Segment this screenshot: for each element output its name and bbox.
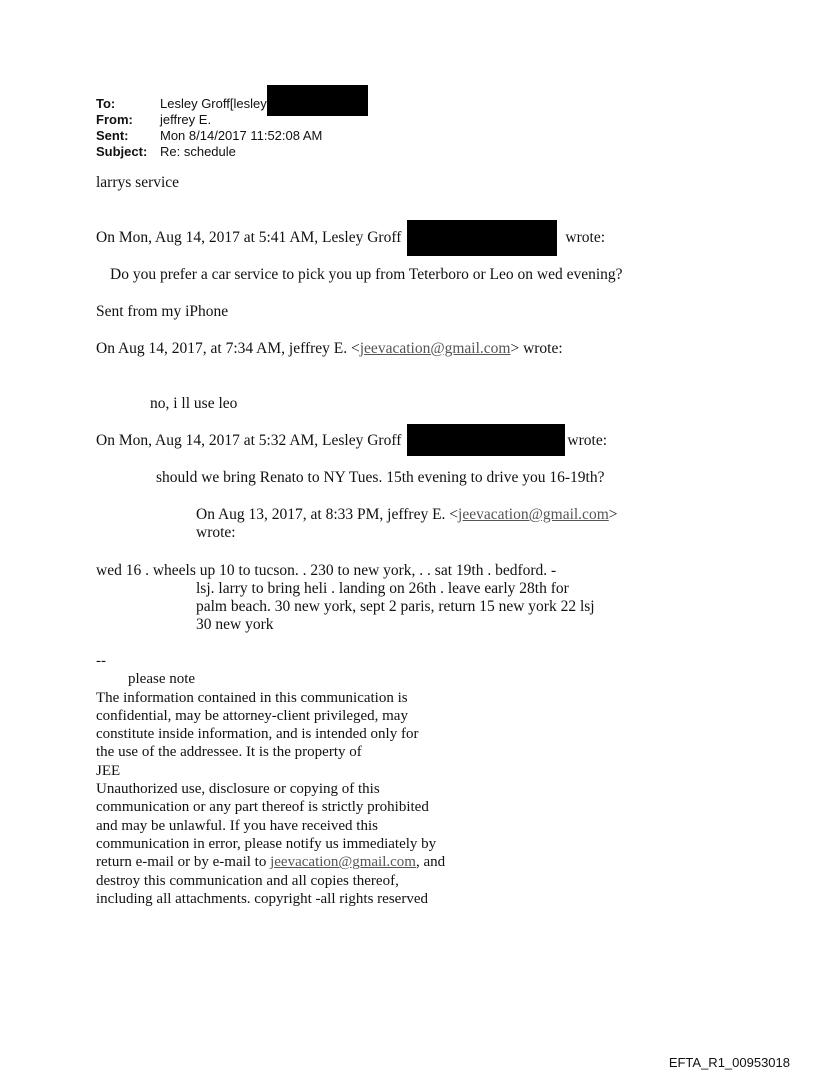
disclaimer-line: JEE bbox=[96, 762, 121, 779]
quote4-close: > bbox=[608, 506, 618, 523]
email-header bbox=[96, 96, 368, 160]
to-value: Lesley Groff[lesley bbox=[160, 96, 267, 111]
disclaimer-note: please note bbox=[128, 671, 196, 688]
quote2-wrote: > wrote: bbox=[510, 340, 563, 357]
schedule-line-1: wed 16 . wheels up 10 to tucson. . 230 to new york, . . sat 19th . bedford. - bbox=[96, 562, 557, 579]
disclaimer-line: constitute inside information, and is intended only for bbox=[96, 726, 419, 743]
quote4-email-link[interactable]: jeevacation@gmail.com bbox=[458, 506, 609, 523]
quote2-email-link[interactable]: jeevacation@gmail.com bbox=[359, 340, 511, 357]
from-value: jeffrey E. bbox=[160, 112, 212, 127]
disclaimer bbox=[96, 652, 445, 908]
signature-separator: -- bbox=[96, 653, 106, 669]
redaction-box bbox=[407, 220, 557, 256]
disclaimer-line: the use of the addressee. It is the property of bbox=[96, 744, 362, 761]
quote3-attribution-text: On Mon, Aug 14, 2017 at 5:32 AM, Lesley Groff bbox=[96, 432, 402, 449]
to-row bbox=[96, 96, 368, 112]
subject-label: Subject: bbox=[96, 144, 148, 159]
disclaimer-line bbox=[96, 853, 445, 871]
disclaimer-text: return e-mail or by e-mail to bbox=[96, 854, 271, 871]
redaction-box bbox=[267, 85, 368, 116]
quote3-wrote: wrote: bbox=[567, 432, 608, 449]
sent-label: Sent: bbox=[96, 128, 129, 143]
quote3-text: should we bring Renato to NY Tues. 15th evening to drive you 16-19th? bbox=[156, 469, 605, 486]
subject-row bbox=[96, 144, 368, 160]
reply-text: larrys service bbox=[96, 174, 180, 191]
quote4-attribution bbox=[196, 506, 618, 524]
quote1-attribution-text: On Mon, Aug 14, 2017 at 5:41 AM, Lesley Groff bbox=[96, 229, 402, 246]
disclaimer-text: , and bbox=[415, 854, 446, 871]
schedule-line-4: 30 new york bbox=[196, 616, 274, 633]
quote2-text: no, i ll use leo bbox=[150, 395, 238, 412]
disclaimer-line: communication in error, please notify us immediately by bbox=[96, 835, 437, 852]
sent-row bbox=[96, 128, 368, 144]
disclaimer-line: Unauthorized use, disclosure or copying of this bbox=[96, 781, 380, 798]
schedule-line-2: lsj. larry to bring heli . landing on 26th . leave early 28th for bbox=[196, 580, 569, 597]
document-id: EFTA_R1_00953018 bbox=[668, 1055, 790, 1070]
quote1-wrote: wrote: bbox=[565, 229, 606, 246]
to-label: To: bbox=[96, 96, 116, 111]
subject-value: Re: schedule bbox=[160, 144, 236, 159]
quote2-attribution bbox=[96, 340, 563, 358]
disclaimer-line: including all attachments. copyright -all rights reserved bbox=[96, 890, 428, 907]
disclaimer-line: and may be unlawful. If you have received this bbox=[96, 817, 378, 834]
disclaimer-line: confidential, may be attorney-client privileged, may bbox=[96, 707, 408, 724]
sent-value: Mon 8/14/2017 11:52:08 AM bbox=[160, 128, 323, 143]
quote1-attribution bbox=[96, 229, 605, 256]
quote1-text: Do you prefer a car service to pick you up from Teterboro or Leo on wed evening? bbox=[110, 266, 623, 283]
schedule-line-3: palm beach. 30 new york, sept 2 paris, return 15 new york 22 lsj bbox=[196, 598, 595, 615]
disclaimer-email-link[interactable]: jeevacation@gmail.com bbox=[270, 854, 416, 871]
quote2-attribution-text: On Aug 14, 2017, at 7:34 AM, jeffrey E. < bbox=[96, 340, 360, 357]
quote4-attribution-text: On Aug 13, 2017, at 8:33 PM, jeffrey E. < bbox=[196, 506, 459, 523]
quote3-attribution bbox=[96, 432, 607, 456]
quote1-signature: Sent from my iPhone bbox=[96, 303, 229, 320]
quote4-wrote: wrote: bbox=[196, 524, 236, 541]
redaction-box bbox=[407, 424, 565, 456]
disclaimer-line: destroy this communication and all copies thereof, bbox=[96, 872, 399, 889]
disclaimer-line: communication or any part thereof is strictly prohibited bbox=[96, 799, 429, 816]
from-label: From: bbox=[96, 112, 133, 127]
disclaimer-line: The information contained in this communication is bbox=[96, 689, 408, 706]
